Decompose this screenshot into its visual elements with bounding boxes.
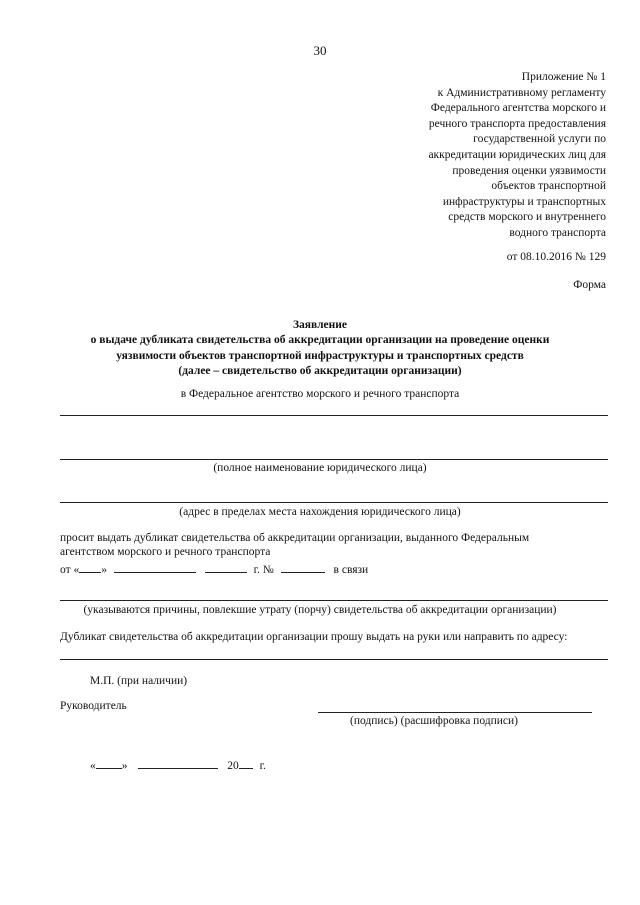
full-name-caption: (полное наименование юридического лица) xyxy=(213,462,427,474)
appendix-line: водного транспорта xyxy=(509,226,606,239)
appendix-line: Приложение № 1 xyxy=(521,71,606,83)
appendix-line: Федерального агентства морского и xyxy=(430,102,606,115)
month-field[interactable] xyxy=(114,561,196,573)
title-line: о выдаче дубликата свидетельства об аккредитации организации на проведение оценки xyxy=(90,334,550,347)
addressee: в Федеральное агентство морского и речного транспорта xyxy=(180,388,460,400)
appendix-line: проведения оценки уязвимости xyxy=(452,164,606,177)
name-fill-line[interactable] xyxy=(60,415,608,416)
reasons-caption: (указываются причины, повлекшие утрату (порчу) свидетельства об аккредитации организации) xyxy=(83,604,557,616)
title-line: уязвимости объектов транспортной инфраструктуры и транспортных средств xyxy=(116,349,524,362)
address-fill-line[interactable] xyxy=(60,502,608,503)
date-year-suffix: г. xyxy=(259,760,266,772)
signature-line[interactable] xyxy=(318,712,592,713)
signature-caption: (подпись) (расшифровка подписи) xyxy=(350,715,519,727)
document-title xyxy=(0,318,640,380)
page-number: 30 xyxy=(313,43,327,58)
certificate-number-field[interactable] xyxy=(281,561,325,573)
name-fill-line[interactable] xyxy=(60,459,608,460)
signing-date-row xyxy=(90,757,266,772)
address-caption: (адрес в пределах места нахождения юридического лица) xyxy=(179,506,461,518)
day-field[interactable] xyxy=(79,561,101,573)
appendix-line: государственной услуги по xyxy=(473,133,606,146)
appendix-line: объектов транспортной xyxy=(491,180,606,193)
sign-month-field[interactable] xyxy=(138,757,218,769)
sign-day-field[interactable] xyxy=(96,757,122,769)
appendix-line: средств морского и внутреннего xyxy=(448,211,606,224)
sign-year-field[interactable] xyxy=(239,757,253,769)
appendix-line: инфраструктуры и транспортных xyxy=(442,195,606,208)
request-text-line: агентством морского и речного транспорта xyxy=(60,546,271,558)
form-label: Форма xyxy=(573,279,606,291)
appendix-line: к Административному регламенту xyxy=(437,86,606,99)
in-connection: в связи xyxy=(333,564,369,576)
from-prefix: от « xyxy=(60,564,80,576)
appendix-line: речного транспорта предоставления xyxy=(428,117,606,130)
title-line: Заявление xyxy=(292,319,347,331)
stamp-label: М.П. (при наличии) xyxy=(90,675,188,687)
date-open-quote: « xyxy=(90,760,96,772)
title-line: (далее – свидетельство об аккредитации организации) xyxy=(178,365,462,378)
appendix-line: аккредитации юридических лиц для xyxy=(428,148,606,161)
head-label: Руководитель xyxy=(60,700,127,712)
year-field[interactable] xyxy=(205,561,247,573)
date-close-quote: » xyxy=(121,760,128,772)
quote-close: » xyxy=(101,564,107,576)
date-century: 20 xyxy=(227,760,239,772)
issue-date-row xyxy=(60,561,608,576)
year-suffix: г. № xyxy=(253,564,274,576)
request-text-line: просит выдать дубликат свидетельства об аккредитации организации, выданного Федеральным xyxy=(60,532,530,544)
reasons-fill-line[interactable] xyxy=(60,600,608,601)
delivery-address-line[interactable] xyxy=(60,659,608,660)
appendix-date: от 08.10.2016 № 129 xyxy=(506,251,606,263)
delivery-text: Дубликат свидетельства об аккредитации организации прошу выдать на руки или направить по адресу: xyxy=(60,631,568,643)
appendix-header xyxy=(428,70,606,242)
